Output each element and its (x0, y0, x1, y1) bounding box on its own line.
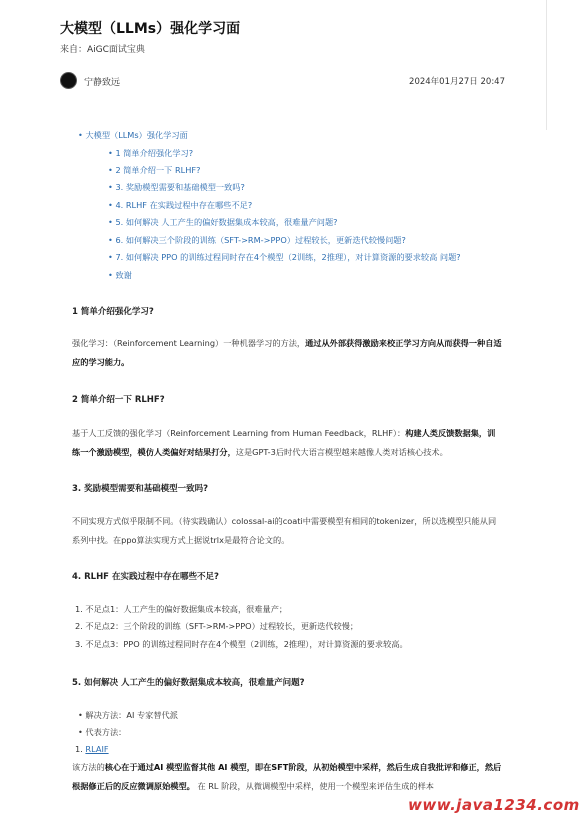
toc-item[interactable]: • 5. 如何解决 人工产生的偏好数据集成本较高，很难量产问题? (108, 217, 338, 227)
toc-item[interactable]: • 6. 如何解决三个阶段的训练（SFT->RM->PPO）过程较长，更新迭代较慢问题? (108, 235, 406, 245)
bullet-icon: • (78, 130, 86, 140)
bullet-icon: • (108, 217, 116, 227)
section-heading: 1 简单介绍强化学习? (72, 307, 154, 317)
list-item: 2. 不足点2：三个阶段的训练（SFT->RM->PPO）过程较长，更新迭代较慢； (75, 621, 359, 631)
bullet-icon: • (108, 270, 116, 280)
section-heading: 2 简单介绍一下 RLHF? (72, 395, 165, 405)
section-heading: 5. 如何解决 人工产生的偏好数据集成本较高，很难量产问题? (72, 678, 305, 688)
toc-item[interactable]: • 1 简单介绍强化学习? (108, 148, 194, 158)
section-heading: 4. RLHF 在实践过程中存在哪些不足? (72, 572, 219, 582)
toc-item[interactable]: • 4. RLHF 在实践过程中存在哪些不足? (108, 200, 253, 210)
scrollbar-track[interactable] (546, 0, 547, 130)
publish-date: 2024年01月27日 20:47 (409, 77, 505, 87)
article-source: 来自：AiGC面试宝典 (60, 45, 145, 55)
author-name[interactable]: 宁静致远 (84, 78, 121, 88)
section-paragraph: 不同实现方式似乎限制不同。（待实践确认）colossal-ai的coati中需要模型有相同的tokenizer，所以选模型只能从同系列中找。在ppo算法实现方式上据说trlx是最符合论文的。 (72, 516, 497, 545)
bullet-icon: • (108, 148, 116, 158)
toc-item[interactable]: • 7. 如何解决 PPO 的训练过程同时存在4个模型（2训练，2推理），对计算资源的要求较高 问题? (108, 252, 461, 262)
bullet-icon: • (108, 165, 116, 175)
toc-root[interactable]: • 大模型（LLMs）强化学习面 (78, 130, 188, 140)
bullet-icon: • (108, 235, 116, 245)
list-item: 3. 不足点3：PPO 的训练过程同时存在4个模型（2训练，2推理），对计算资源的要求较高。 (75, 639, 408, 649)
list-item: • 解决方法：AI 专家替代派 (78, 710, 178, 720)
toc-item[interactable]: • 2 简单介绍一下 RLHF? (108, 165, 201, 175)
bullet-icon: • (108, 182, 116, 192)
toc-item[interactable]: • 致谢 (108, 270, 132, 280)
watermark: www.java1234.com (408, 796, 580, 814)
section-paragraph: 该方法的核心在于通过AI 模型监督其他 AI 模型，即在SFT阶段，从初始模型中采样，然后生成自我批评和修正，然后根据修正后的反应微调原始模型。 在 RL 阶段，从微调模型中采样，使用一个模型来评估生成的样本 (72, 762, 502, 791)
list-item: • 代表方法： (78, 727, 127, 737)
section-heading: 3. 奖励模型需要和基础模型一致吗? (72, 484, 209, 494)
bullet-icon: • (108, 200, 116, 210)
rlaif-link[interactable]: RLAIF (85, 744, 109, 754)
avatar[interactable] (60, 72, 77, 89)
section-paragraph: 强化学习：（Reinforcement Learning）一种机器学习的方法，通过从外部获得激励来校正学习方向从而获得一种自适应的学习能力。 (72, 338, 502, 367)
list-item: 1. RLAIF (75, 744, 109, 754)
article-title: 大模型（LLMs）强化学习面 (60, 21, 241, 37)
list-item: 1. 不足点1：人工产生的偏好数据集成本较高，很难量产； (75, 604, 288, 614)
bullet-icon: • (108, 252, 116, 262)
section-paragraph: 基于人工反馈的强化学习（Reinforcement Learning from Human Feedback，RLHF）：构建人类反馈数据集，训练一个激励模型，模仿人类偏好对结果打分，这是GPT-3后时代大语言模型越来越像人类对话核心技术。 (72, 428, 496, 457)
toc-item[interactable]: • 3. 奖励模型需要和基础模型一致吗? (108, 182, 245, 192)
